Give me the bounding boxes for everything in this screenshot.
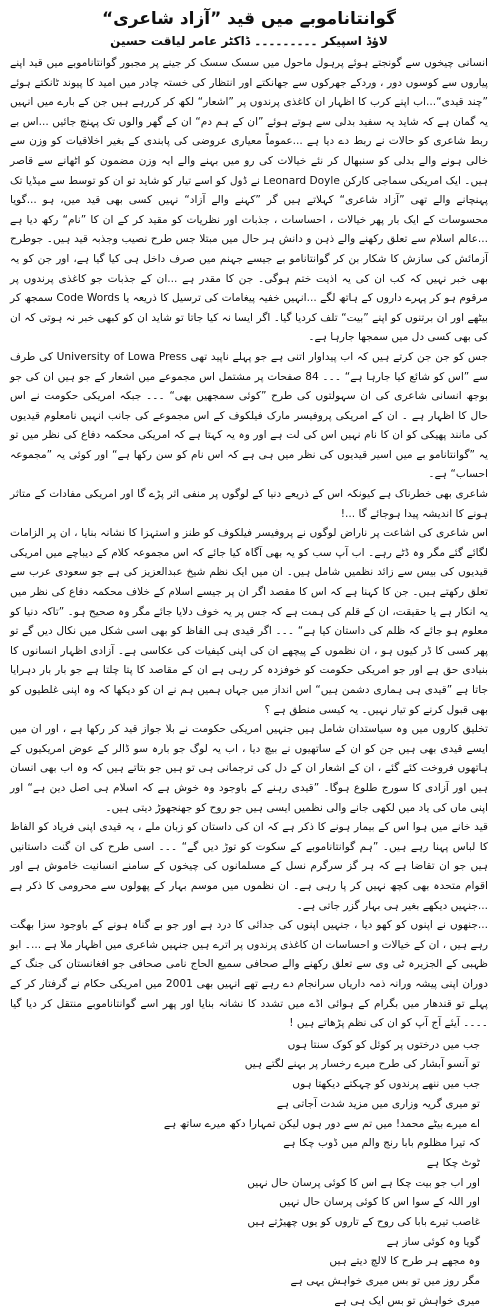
poem-line: اور اب جو بیت چکا ہے اس کا کوئی پرسان حال نہیں — [247, 1176, 480, 1189]
poem-line: جب میں درختوں پر کوئل کو کوک سنتا ہوں — [287, 1038, 480, 1051]
article-paragraph: تخلیق کاروں میں وہ سیاستدان شامل ہیں جنہیں امریکی حکومت نے بلا جواز قید کر رکھا ہے ، اور ان میں ایسے قیدی بھی ہیں جن کو ان کے ساتھیوں نے بیچ دیا ، اب یہ لوگ جو بارہ سو ڈالر کے عوض امریکیوں کے ہاتھوں فروخت کئے گئے ، ان کے اشعار ان کے دل کی ترجمانی ہی تو ہیں جو بتاتے ہیں کہ وہ اب بھی انسان ہیں اور آزادی کا سورج طلوع ہوگا۔ ”قیدی رہنے کے باوجود وہ خوش ہے کہ اسلام ہی اصل دین ہے“ اور اپنی ماں کی یاد میں لکھی جانے والی نظمیں ایسی ہیں جو روح کو جھنجھوڑ دیتی ہیں۔ — [10, 723, 488, 814]
poem-line: جب میں ننھے پرندوں کو چہکتے دیکھتا ہوں — [292, 1078, 480, 1091]
poem-line: وہ مجھے ہر طرح کا لالچ دیتے ہیں — [329, 1255, 480, 1268]
poem-line: اور اللہ کے سوا اس کا کوئی پرسان حال نہیں — [279, 1196, 480, 1209]
article-paragraph: اس شاعری کی اشاعت پر ناراض لوگوں نے پروفیسر فیلکوف کو طنز و استہزا کا نشانہ بنایا ، ان پر الزامات لگائے گئے مگر وہ ڈٹے رہے۔ اب آپ سب کو یہ بھی آگاہ کیا جائے کہ اس مجموعہ کلام کے دیباچے میں امریکی قیدیوں کی بیس سے زائد نظمیں شامل ہیں۔ ان میں ایک نظم شیخ عبدالعزیز کی ہے جو سعودی عرب سے تعلق رکھتے ہیں۔ جن کا کہنا ہے کہ اس کا مقصد اگر ان پر جیسے اسلام کے خلاف محکمہ دفاع کی نظر میں یہ انکار ہے یا حقیقت، ان کے قلم کی ہمت ہے کہ جس پر یہ خوف دلایا جائے مگر وہ صحیح ہو۔ ”تاکہ دنیا کو معلوم ہو جائے کہ ظلم کی داستان کیا ہے“ ۔۔۔ اگر قیدی ہی الفاظ کو بھی اسی شکل میں نکال دیں گے تو پھر کسی کا ڈر کیوں ہو ، ان نظموں کے پیچھے ان کی اپنی کیفیات کی عکاسی ہے۔ آزادی اظہار انسانوں کا بنیادی حق ہے اور جو امریکی حکومت کو خوفزدہ کر رہی ہے ان کے مقاصد کا پتا چلتا ہے جو بار بار دہرایا جاتا ہے ”قیدی ہی ہماری دشمن ہیں“ اس انداز میں جہاں ہمیں ہم نے ان کو دیکھا کہ وہ اپنی غلطیوں کو بھی قبول کرنے کو تیار نہیں۔ یہ کیسی منطق ہے ؟ — [10, 527, 488, 716]
poem-line: کہ تیرا مظلوم بابا رنج والم میں ڈوب چکا ہے — [283, 1137, 480, 1150]
article-paragraph: شاعری بھی خطرناک ہے کیونکہ اس کے ذریعے دنیا کے لوگوں پر منفی اثر پڑے گا اور امریکی مفادات کے متاثر ہونے کا اندیشہ پیدا ہوجائے گا ...! — [10, 488, 488, 520]
poem-line: ٹوٹ چکا ہے — [426, 1156, 480, 1169]
poem-line: گویا وہ کوئی ساز ہے — [386, 1235, 480, 1248]
poem-line: تو آنسو آبشار کی طرح میرے رخسار پر بہنے لگتے ہیں — [244, 1058, 480, 1071]
poem-line: غاصب تیرے بابا کی روح کے تاروں کو یوں چھیڑتے ہیں — [247, 1216, 480, 1229]
article-paragraph: ...جنھوں نے اپنوں کو کھو دیا ، جنہیں اپنوں کی جدائی کا درد ہے اور جو بے گناہ ہونے کے باوجود سزا بھگت رہے ہیں ، ان کے خیالات و احساسات ان کاغذی پرندوں پر اترے ہیں جنہیں شاعری میں اظہار ملا ہے ...۔ ابو ظہبی کے الجزیرہ ٹی وی سے تعلق رکھنے والے صحافی سمیع الحاج نامی صحافی جو افغانستان کی جنگ کے دوران اپنی پیشہ ورانہ ذمہ داریاں سرانجام دے رہے تھے انہیں بھی 2001 میں امریکی حکام نے گرفتار کر کے پہلے تو قندھار میں بگرام کے ہوائی اڈے میں تشدد کا نشانہ بنایا اور پھر اسے گوانتاناموبے منتقل کر دیا گیا ۔۔۔۔ آیئے آج آپ کو ان کی نظم پڑھاتے ہیں ! — [10, 919, 488, 1030]
poem-line: مگر روز میں تو بس میری خواہش یہی ہے — [290, 1275, 480, 1288]
article-body — [10, 54, 488, 1034]
poem-line: اے میرے بیٹے محمد! میں تم سے دور ہوں لیکن تمہارا دکھ میرے ساتھ ہے — [163, 1117, 480, 1130]
column-byline: لاؤڈ اسپیکر ۔۔۔۔۔۔۔۔۔ ڈاکٹر عامر لیاقت حسین — [110, 34, 388, 48]
article-paragraph: قید خانے میں ہوا اس کے بیمار ہونے کا ذکر ہے کہ ان کی داستان کو زبان ملے ، یہ قیدی اپنی فریاد کو الفاظ کا لباس پہنا رہے ہیں۔ ”ہم گوانتاناموبے کے سکوت کو توڑ دیں گے“ ۔۔۔ اسی طرح کی ان گنت داستانیں ہیں جو ان تقاضا ہے کہ ہر گز سرگرم نسل کے مسلمانوں کی چیخوں کے سامنے انسانیت خاموش ہے اور اقوام متحدہ بھی کچھ نہیں کر پا رہی ہے۔ ان نظموں میں موسم بہار کے پھولوں سے محرومی کا ذکر ہے ...جنہیں دیکھے بغیر ہی بہار گزر جاتی ہے۔ — [10, 821, 488, 912]
poem-line: میری خواہش تو بس ایک ہی ہے — [334, 1294, 480, 1307]
article-paragraph: انسانی چیخوں سے گونجتے ہوئے پرہول ماحول میں سسک سسک کر جینے پر مجبور گوانتاناموبے میں قید اپنے پیاروں سے کوسوں دور ، وردکے جھرکوں سے جھانکتے اور انتظار کی خستہ چادر میں امید کا پیوند ٹانکتے ہوئے ”چند قیدی“...اب اپنے کرب کا اظہار ان کاغذی پرندوں پر ”اشعار“ لکھ کر کررہے ہیں جن کے بارے میں انہیں یہ گمان ہے کہ شاید یہ سفید بدلی سے ہوتے ہوئے ”ان کے ہم دم“ ان کے گھر والوں تک پہنچ جائیں ...اس بے ربط شاعری کو حالات نے ربط دے دیا ہے ...عموماً معیاری عروضی کی پابندی کے بغیر اخلاقیات کو وزن سے خالی ہونے والے بدلی کو سنبھال کر نئے خیالات کی رو میں بہنے والے ایہ وزن مضمون کو اٹھانے سے قاصر ہیں۔ ایک امریکی سماجی کارکن Leonard Doyle نے ڈول کو اسے تیار کو شاید تو ان کو توسط سے میڈیا تک پہنچانے والے تھی ”آزاد شاعری“ کہلاتے ہیں گر ”کہنے والے آزاد“ نہیں کسی بھی قید میں، ہو ...گویا محسوسات کے ایک بار پھر خیالات ، احساسات ، جذبات اور نظریات کو مقید کر کے ان کا ”نام“ رکھ دیا ہے ...عالم اسلام سے تعلق رکھنے والے ذہن و دانش ہر حال میں مبتلا جس طرح نصیب وجذبہ قید ہیں۔ جوطرح آزمائش کی سازش کا شکار بن کر گوانتانامو بے جیسے جہنم میں صرف داخل ہی کیا گیا ہے، اور جن کو یہ بھی خبر نہیں کہ کب ان کی یہ اذیت ختم ہوگی۔ جن کا مقدر ہے ...ان کے جذبات جو کاغذی پرندوں پر مرقوم ہو کر پہرے داروں کے ہاتھ لگے ...انہیں خفیہ پیغامات کی ترسیل کا ذریعہ یا Code Words سمجھ کر بیٹھے اور ان برتنوں کو اپنے ”بیت“ تلف کردیا گیا۔ اگر ایسا نہ کیا جاتا تو شاید ان کو کبھی خبر نہ ہوتی کہ ان کی بھی کسی دل میں سمجھا جارہا ہے۔ — [10, 57, 488, 344]
article-paragraph: جس کو جن جن کرتے ہیں کہ اب پیداوار اتنی ہے جو پہلے ناپید تھی University of Lowa Press کی طرف سے ”اس کو شائع کیا جارہا ہے“ ۔۔۔ 84 صفحات پر مشتمل اس مجموعے میں اشعار کے جو ہیں ان کی جو بوجھ انسانی شاعری کی ان سہولتوں کی طرح ”کوئی سمجھیں بھی“ ۔۔۔ جبکہ امریکی حکومت نے اس حال کا اظہار ہے ۔ ان کے امریکی پروفیسر مارک فیلکوف کے اس مجموعے کی جانب انہیں نامعلوم قیدیوں کی مانند پھیکی کو ان کا نام نہیں اس کی لت ہے اور وہ یہ کہتا ہے کہ امریکی محکمہ دفاع کی نظر میں تو یہ ”گوانتانامو بے میں اسیر قیدیوں کی نظر میں ہی ہے کہ اس نام کو سن رکھا ہے“ اور کوئی یہ ”مجموعہ احساب“ ہے۔ — [10, 350, 488, 481]
column-title: گوانتاناموبے میں قید ”آزاد شاعری“ — [101, 9, 397, 29]
poem-line: تو میری گریہ وزاری میں مزید شدت آجاتی ہے — [276, 1097, 480, 1110]
poem — [10, 1036, 488, 1312]
